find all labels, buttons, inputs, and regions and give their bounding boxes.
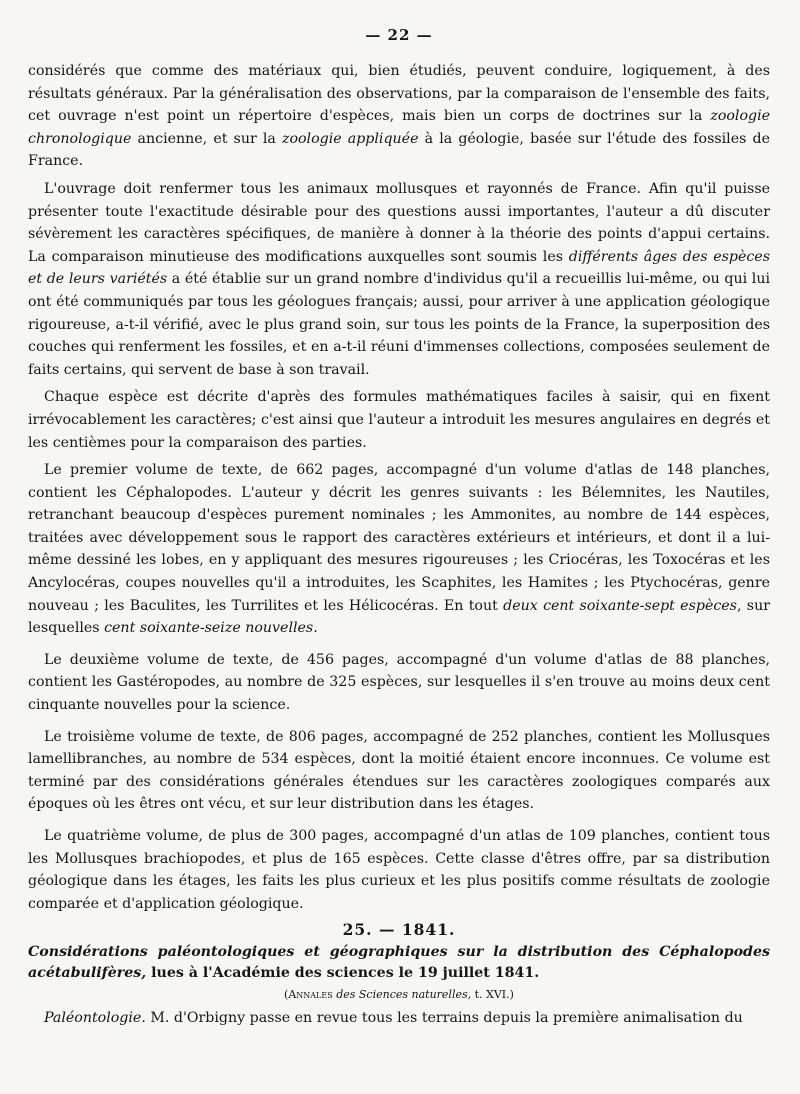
last-paragraph-text: M. d'Orbigny passe en revue tous les terrains depuis la première animalisation du: [145, 1010, 743, 1027]
text-run: Le quatrième volume, de plus de 300 pages, accompagné d'un atlas de 109 planches, contient tous les Mollusques brachiopodes, et plus de 165 espèces. Cette classe d'êtres offre, par sa distribution géologique dans les étages, les faits les plus curieux et les plus positifs comme résultats de zoologie comparée et d'application géologique.: [28, 828, 770, 912]
page-number: — 22 —: [365, 26, 433, 44]
text-run: .: [313, 620, 318, 637]
source-suffix: t. XVI.): [471, 988, 514, 1002]
last-paragraph-lead: Paléontologie.: [44, 1010, 146, 1027]
source-prefix: (Annales: [284, 988, 333, 1002]
paragraph-p3: [28, 386, 770, 454]
paragraph-p4: [28, 459, 770, 640]
last-paragraph: [28, 1007, 770, 1030]
text-run: Le deuxième volume de texte, de 456 pages, accompagné d'un volume d'atlas de 88 planches, contient les Gastéropodes, au nombre de 325 espèces, sur lesquelles il s'en trouve au moins deux cent cinquante nouvelles pour la science.: [28, 651, 770, 714]
text-run: considérés que comme des matériaux qui, bien étudiés, peuvent conduire, logiquement, à des résultats généraux. Par la généralisation des observations, par la comparaison de l'ensemble des faits, cet ouvrage n'est point un répertoire d'espèces, mais bien un corps de doctrines sur la: [28, 63, 770, 125]
text-run: Chaque espèce est décrite d'après des formules mathématiques faciles à saisir, qui en fixent irrévocablement les caractères; c'est ainsi que l'auteur a introduit les mesures angulaires en degrés et les centièmes pour la comparaison des parties.: [28, 389, 770, 451]
paragraph-p7: [28, 825, 770, 915]
body-text: [28, 60, 770, 915]
paragraph-p6: [28, 726, 770, 816]
italic-phrase: zoologie chronologique: [28, 108, 770, 147]
entry-source: [28, 988, 770, 1001]
italic-phrase: deux cent soixante-sept espèces: [503, 597, 737, 614]
text-run: a été établie sur un grand nombre d'individus qu'il a recueillis lui-même, ou qui lui ont été communiqués par tous les géologues français; aussi, pour arriver à une application géologique rigoureuse, a-t-il vérifié, avec le plus grand soin, sur tous les points de la France, la superposition des couches qui renferment les fossiles, et en a-t-il réuni d'immenses collections, composées seulement de faits certains, qui servent de base à son travail.: [28, 271, 770, 378]
italic-phrase: zoologie appliquée: [281, 130, 419, 147]
text-run: ancienne, et sur la: [131, 130, 282, 147]
text-run: Le premier volume de texte, de 662 pages, accompagné d'un volume d'atlas de 148 planches, contient les Céphalopodes. L'auteur y décrit les genres suivants : les Bélemnites, les Nautiles, retranchant beaucoup d'espèces purement nominales ; les Ammonites, au nombre de 144 espèces, traitées avec développement sous le rapport des caractères extérieurs et intérieurs, et dont il a lui-même dessiné les lobes, en y appliquant des mesures rigoureuses ; les Criocéras, les Toxocéras et les Ancylocéras, coupes nouvelles qu'il a introduites, les Scaphites, les Hamites ; les Ptychocéras, genre nouveau ; les Baculites, les Turrilites et les Hélicocéras. En tout: [28, 462, 770, 614]
paragraph-p5: [28, 649, 770, 717]
text-run: , sur lesquelles: [28, 597, 770, 637]
italic-phrase: différents âges des espèces et de leurs variétés: [28, 248, 770, 288]
source-italic: des Sciences naturelles,: [332, 988, 472, 1002]
paragraph-p1: [28, 60, 770, 173]
entry-title-rest: lues à l'Académie des sciences le 19 juillet 1841.: [146, 965, 540, 982]
italic-phrase: cent soixante-seize nouvelles: [104, 620, 314, 637]
text-run: Le troisième volume de texte, de 806 pages, accompagné de 252 planches, contient les Mollusques lamellibranches, au nombre de 534 espèces, dont la moitié étaient encore inconnues. Ce volume est terminé par des considérations générales étendues sur les caractères zoologiques comparés aux époques où les êtres ont vécu, et sur leur distribution dans les étages.: [28, 728, 770, 813]
text-run: L'ouvrage doit renfermer tous les animaux mollusques et rayonnés de France. Afin qu'il puisse présenter toute l'exactitude désirable pour des questions aussi importantes, l'auteur a dû discuter sévèrement les caractères spécifiques, de manière à donner à la théorie des points d'appui certains. La comparaison minutieuse des modifications auxquelles sont soumis les: [28, 180, 770, 265]
entry-heading: 25. — 1841.: [342, 920, 456, 940]
entry-title: [28, 942, 770, 984]
text-run: à la géologie, basée sur l'étude des fossiles de France.: [28, 130, 770, 170]
paragraph-p2: [28, 178, 770, 381]
entry-title-italic: Considérations paléontologiques et géographiques sur la distribution des Céphalopodes acétabulifères,: [28, 944, 770, 982]
